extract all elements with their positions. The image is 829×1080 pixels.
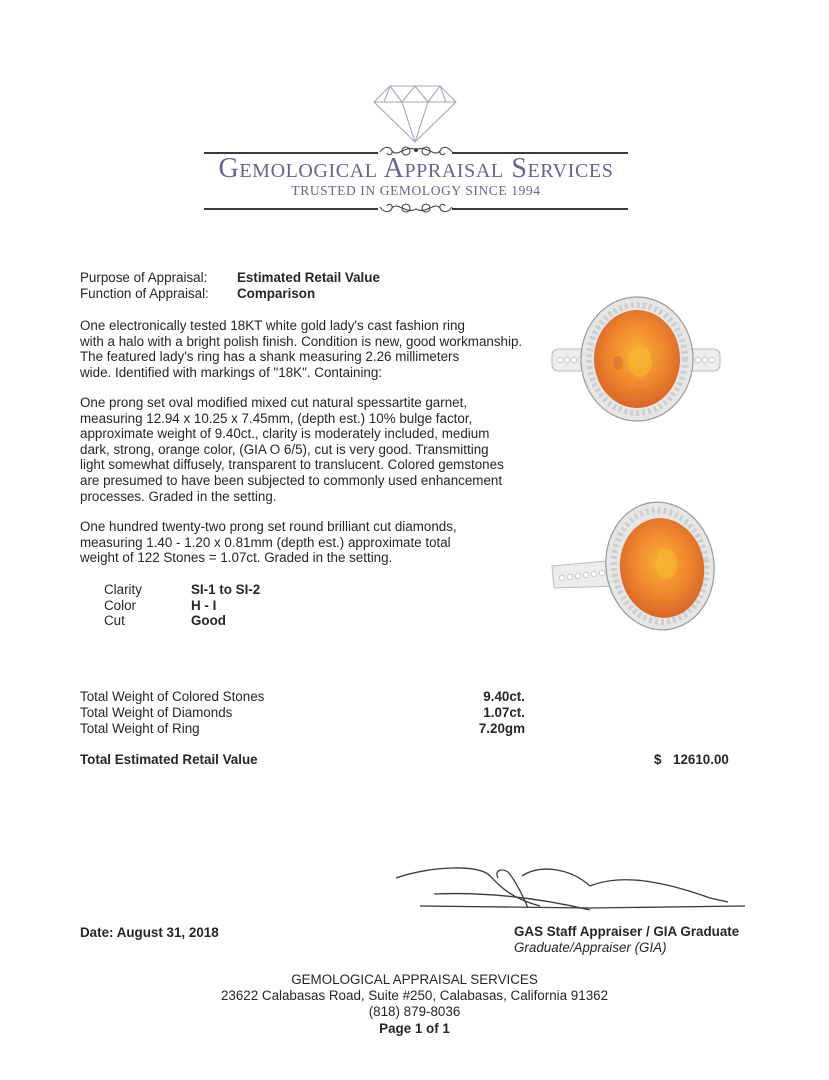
flourish-ornament-icon xyxy=(378,199,454,217)
retail-value-label: Total Estimated Retail Value xyxy=(80,752,258,767)
appraiser-signature xyxy=(390,858,750,918)
text-line: One electronically tested 18KT white gold lady's cast fashion ring xyxy=(80,318,465,333)
text-line: One hundred twenty-two prong set round brilliant cut diamonds, xyxy=(80,519,457,534)
garnet-description xyxy=(80,395,540,504)
purpose-label: Purpose of Appraisal: xyxy=(80,270,208,285)
ring-description xyxy=(80,318,540,380)
text-line: processes. Graded in the setting. xyxy=(80,488,277,504)
text-line: measuring 1.40 - 1.20 x 0.81mm (depth est.) approximate total xyxy=(80,534,451,550)
header-rule-bottom-right xyxy=(452,208,628,210)
function-value: Comparison xyxy=(237,286,316,301)
page-number: Page 1 of 1 xyxy=(379,1021,450,1036)
text-line: wide. Identified with markings of "18K". Containing: xyxy=(80,364,383,380)
grade-value-clarity: SI-1 to SI-2 xyxy=(191,582,261,597)
retail-value-currency: $ xyxy=(654,752,662,767)
text-line: approximate weight of 9.40ct., clarity is moderately included, medium xyxy=(80,426,490,442)
text-line: One prong set oval modified mixed cut natural spessartite garnet, xyxy=(80,395,468,410)
text-line: dark, strong, orange color, (GIA O 6/5), cut is very good. Transmitting xyxy=(80,441,489,457)
grade-value-cut: Good xyxy=(191,613,226,628)
footer-company: GEMOLOGICAL APPRAISAL SERVICES xyxy=(291,972,538,987)
text-line: measuring 12.94 x 10.25 x 7.45mm, (depth est.) 10% bulge factor, xyxy=(80,410,473,426)
text-line: weight of 122 Stones = 1.07ct. Graded in the setting. xyxy=(80,550,393,566)
appraiser-title: GAS Staff Appraiser / GIA Graduate xyxy=(514,924,740,939)
total-label-ring: Total Weight of Ring xyxy=(80,721,200,736)
text-line: light somewhat diffusely, transparent to translucent. Colored gemstones xyxy=(80,457,504,473)
company-tagline: TRUSTED IN GEMOLOGY SINCE 1994 xyxy=(291,183,541,198)
footer-address: 23622 Calabasas Road, Suite #250, Calabasas, California 91362 xyxy=(220,988,609,1003)
grade-value-color: H - I xyxy=(191,598,217,613)
text-line: are presumed to have been subjected to commonly used enhancement xyxy=(80,472,503,488)
total-label-colored-stones: Total Weight of Colored Stones xyxy=(80,689,265,704)
appraisal-date: Date: August 31, 2018 xyxy=(80,925,219,940)
ring-side-view-image xyxy=(548,494,724,638)
total-value-ring: 7.20gm xyxy=(478,721,525,736)
grade-label-cut: Cut xyxy=(104,613,125,628)
grade-label-clarity: Clarity xyxy=(104,582,142,597)
total-value-colored-stones: 9.40ct. xyxy=(483,689,525,704)
total-value-diamonds: 1.07ct. xyxy=(483,705,525,720)
retail-value-amount: 12610.00 xyxy=(673,752,729,767)
grade-label-color: Color xyxy=(104,598,136,613)
header-rule-bottom-left xyxy=(204,208,378,210)
diamond-description xyxy=(80,519,540,566)
appraiser-subtitle: Graduate/Appraiser (GIA) xyxy=(514,940,667,955)
footer-phone: (818) 879-8036 xyxy=(368,1004,461,1019)
ring-top-view-image xyxy=(548,293,724,427)
text-line: with a halo with a bright polish finish. Condition is new, good workmanship. xyxy=(80,333,523,349)
purpose-value: Estimated Retail Value xyxy=(237,270,380,285)
function-label: Function of Appraisal: xyxy=(80,286,209,301)
text-line: The featured lady's ring has a shank measuring 2.26 millimeters xyxy=(80,349,460,365)
diamond-icon xyxy=(372,84,458,144)
total-label-diamonds: Total Weight of Diamonds xyxy=(80,705,233,720)
company-name: Gemological Appraisal Services xyxy=(218,153,614,184)
